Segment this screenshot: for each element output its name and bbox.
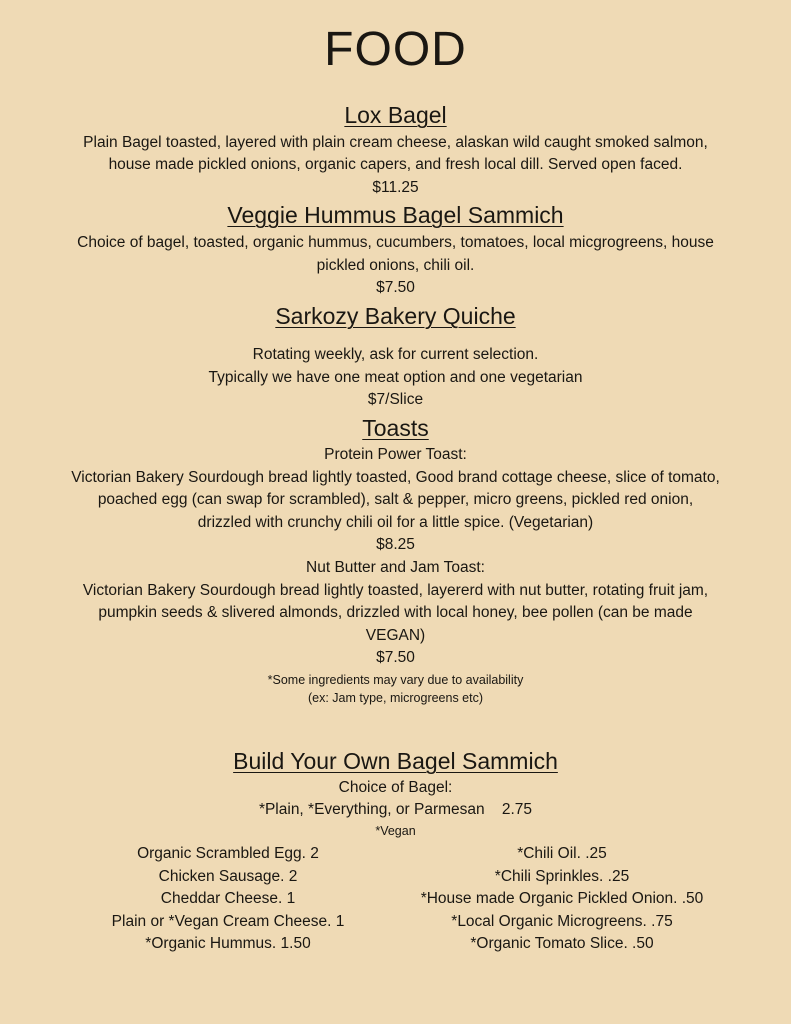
nut-butter-toast-desc-2: pumpkin seeds & slivered almonds, drizzled with local honey, bee pollen (can be made bbox=[98, 604, 693, 621]
byo-choice-options: *Plain, *Everything, or Parmesan 2.75 bbox=[258, 801, 533, 818]
protein-toast-desc-1: Victorian Bakery Sourdough bread lightly toasted, Good brand cottage cheese, slice of tomato, bbox=[71, 469, 720, 486]
lox-bagel-heading: Lox Bagel bbox=[344, 102, 447, 128]
addon-item: *Organic Hummus. 1.50 bbox=[145, 935, 311, 953]
byo-right-addons bbox=[382, 843, 742, 956]
protein-toast-desc-3: drizzled with crunchy chili oil for a little spice. (Vegetarian) bbox=[197, 514, 594, 531]
addon-item: *Organic Tomato Slice. .50 bbox=[470, 935, 654, 953]
lox-bagel-desc-2: house made pickled onions, organic capers, and fresh local dill. Served open faced. bbox=[108, 156, 683, 173]
addon-item: *Chili Oil. .25 bbox=[517, 845, 607, 862]
toasts-heading: Toasts bbox=[362, 415, 429, 441]
quiche-desc-1: Rotating weekly, ask for current selection. bbox=[252, 346, 539, 363]
nut-butter-toast-name: Nut Butter and Jam Toast: bbox=[306, 559, 485, 576]
byo-left-addons bbox=[48, 843, 408, 956]
protein-toast-name: Protein Power Toast: bbox=[324, 446, 467, 463]
byo-choice-label: Choice of Bagel: bbox=[338, 779, 453, 796]
byo-heading: Build Your Own Bagel Sammich bbox=[233, 748, 558, 774]
addon-item: Cheddar Cheese. 1 bbox=[160, 890, 296, 908]
quiche-heading: Sarkozy Bakery Quiche bbox=[275, 303, 516, 329]
addon-item: Organic Scrambled Egg. 2 bbox=[137, 845, 319, 862]
veggie-hummus-heading: Veggie Hummus Bagel Sammich bbox=[227, 202, 564, 228]
addon-item: Chicken Sausage. 2 bbox=[158, 867, 298, 885]
lox-bagel-price: $11.25 bbox=[372, 179, 419, 196]
page-title: FOOD bbox=[324, 23, 467, 76]
lox-bagel-desc-1: Plain Bagel toasted, layered with plain cream cheese, alaskan wild caught smoked salmon, bbox=[83, 134, 708, 151]
veggie-hummus-desc-2: pickled onions, chili oil. bbox=[316, 257, 475, 274]
nut-butter-toast-desc-1: Victorian Bakery Sourdough bread lightly toasted, layererd with nut butter, rotating fruit jam, bbox=[82, 582, 709, 599]
veggie-hummus-price: $7.50 bbox=[376, 279, 415, 296]
toasts-note-2: (ex: Jam type, microgreens etc) bbox=[307, 691, 484, 705]
byo-vegan-note: *Vegan bbox=[375, 824, 416, 838]
nut-butter-toast-price: $7.50 bbox=[376, 649, 415, 666]
addon-item: *House made Organic Pickled Onion. .50 bbox=[420, 890, 704, 908]
quiche-desc-2: Typically we have one meat option and one vegetarian bbox=[208, 369, 583, 386]
protein-toast-desc-2: poached egg (can swap for scrambled), salt & pepper, micro greens, pickled red onion, bbox=[97, 491, 694, 508]
addon-item: *Chili Sprinkles. .25 bbox=[494, 867, 630, 885]
quiche-price: $7/Slice bbox=[367, 391, 424, 408]
veggie-hummus-desc-1: Choice of bagel, toasted, organic hummus, cucumbers, tomatoes, local micgrogreens, house bbox=[77, 234, 714, 251]
addon-item: Plain or *Vegan Cream Cheese. 1 bbox=[111, 912, 345, 930]
addon-item: *Local Organic Microgreens. .75 bbox=[451, 912, 673, 930]
toasts-note-1: *Some ingredients may vary due to availability bbox=[267, 673, 524, 687]
protein-toast-price: $8.25 bbox=[376, 536, 415, 553]
nut-butter-toast-desc-3: VEGAN) bbox=[365, 627, 426, 644]
